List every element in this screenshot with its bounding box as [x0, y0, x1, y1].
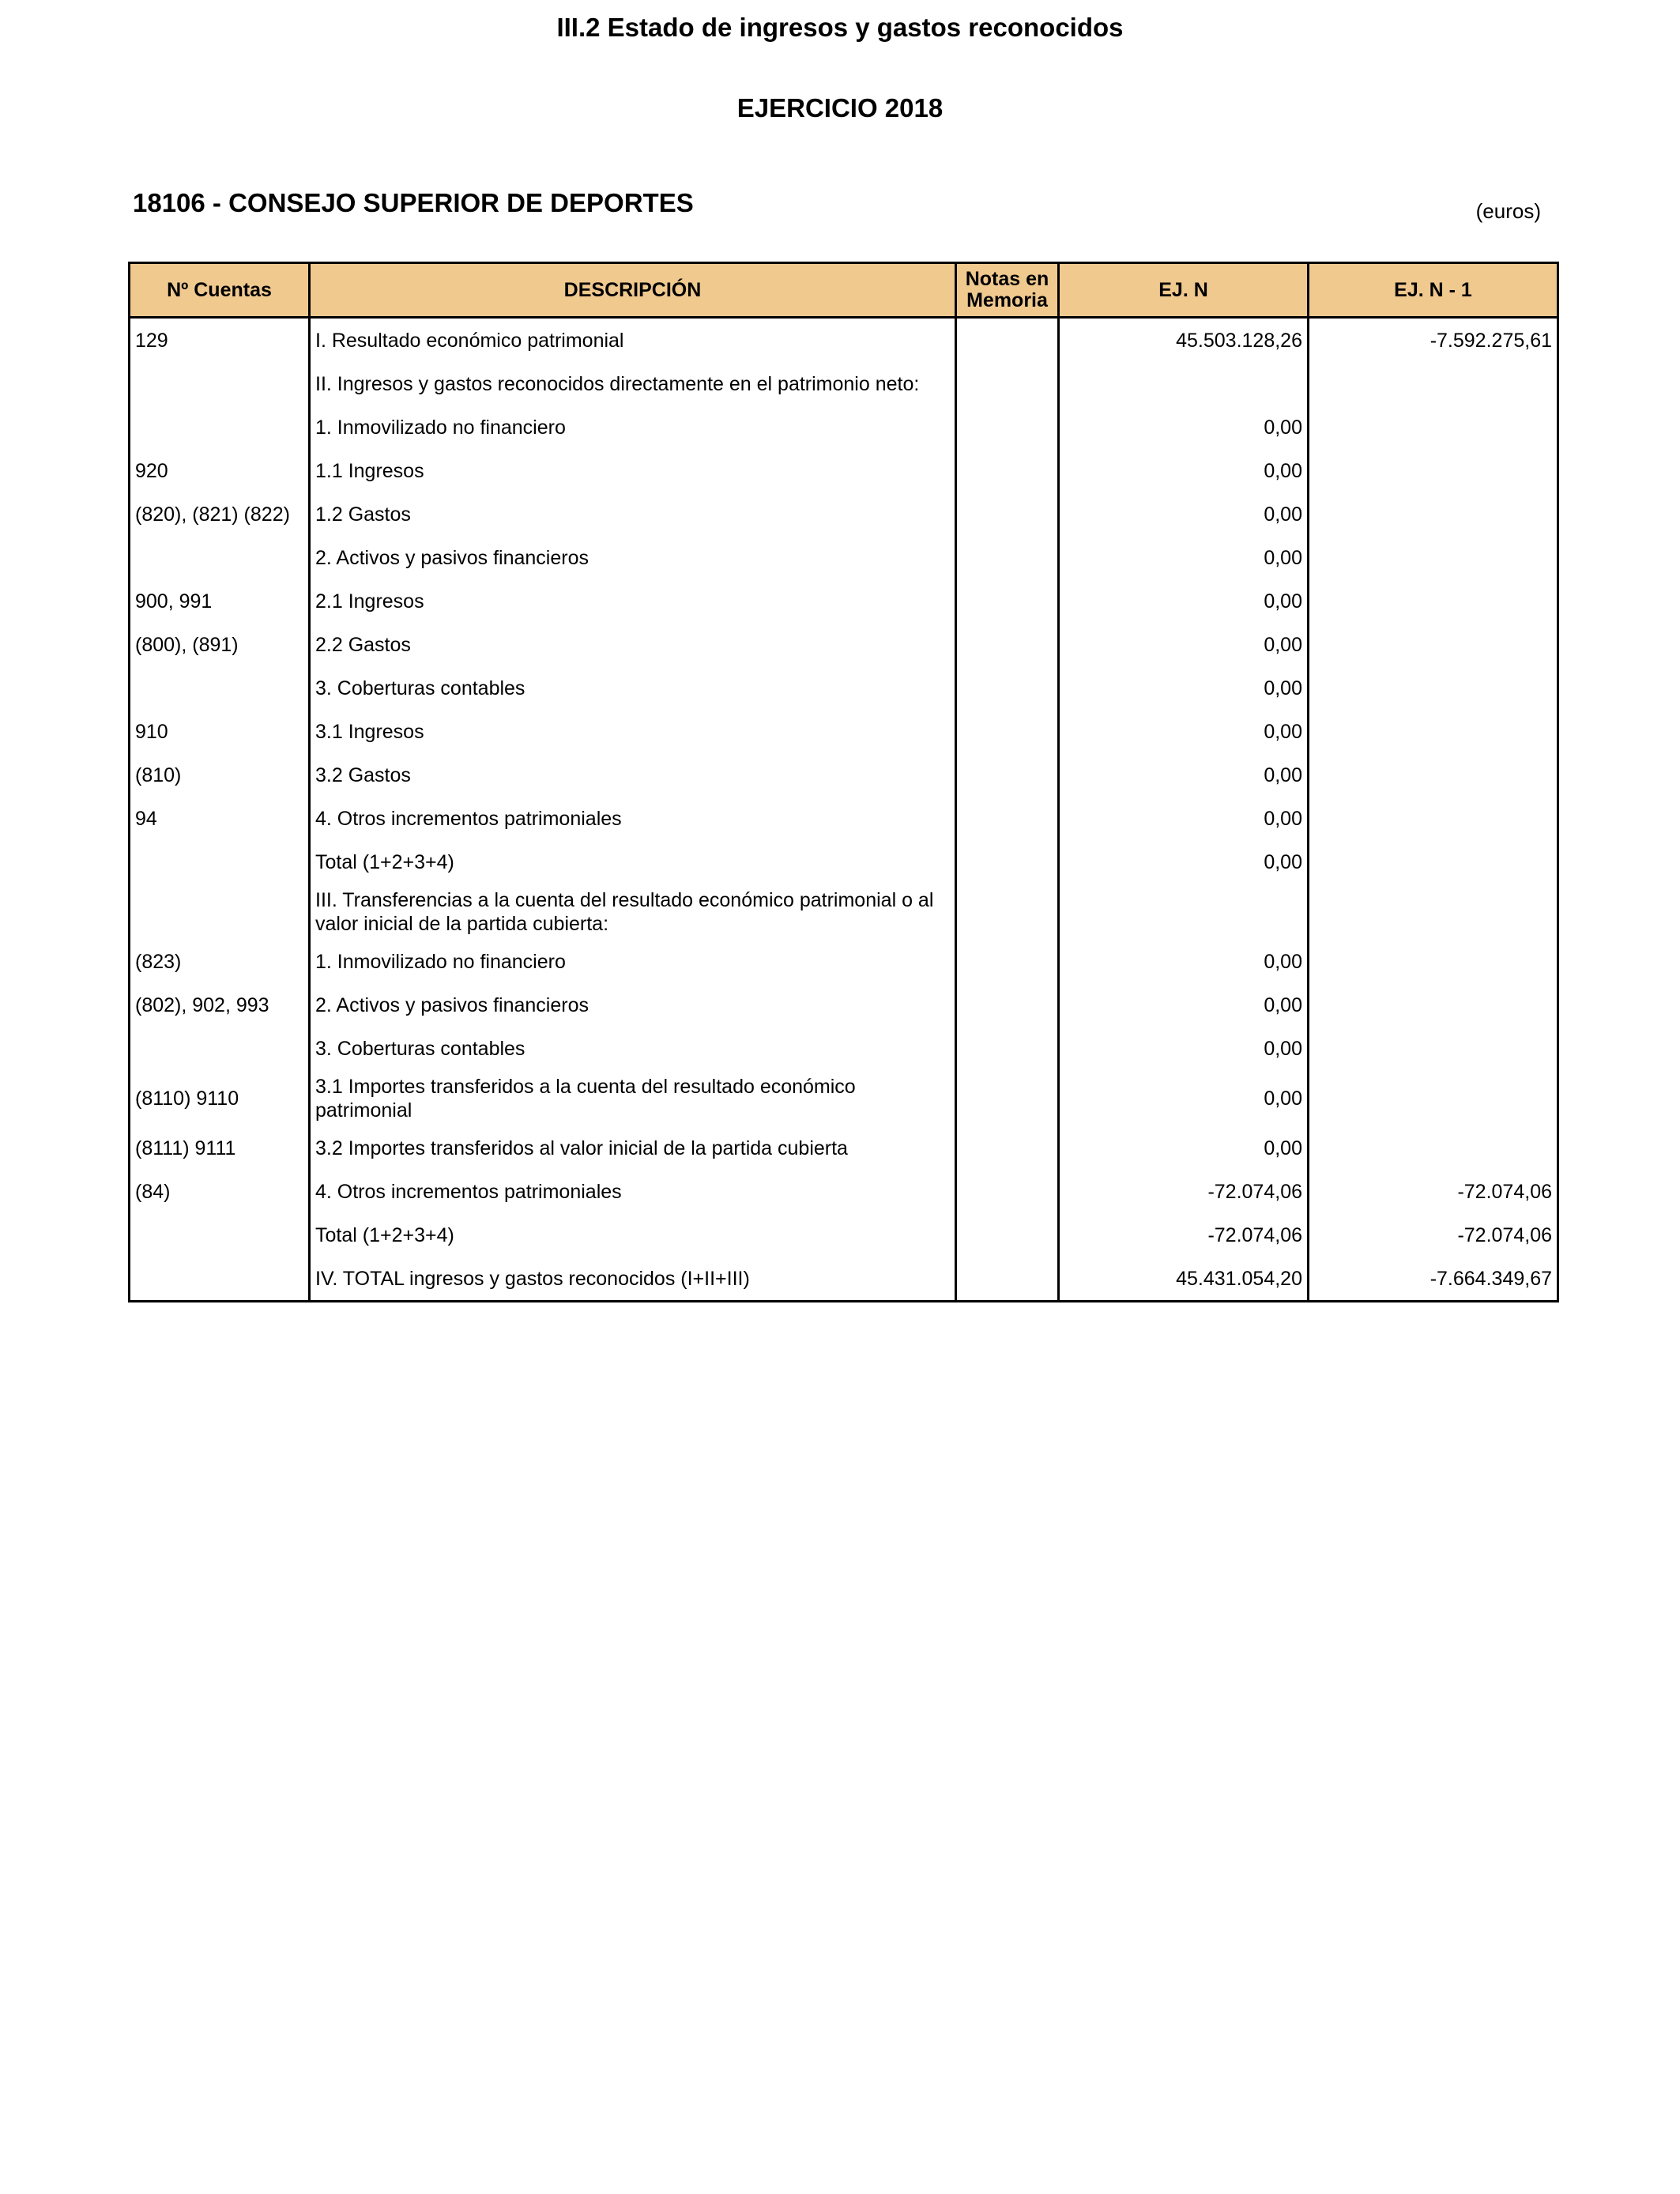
cell-year-n: 0,00: [1059, 710, 1309, 753]
cell-accounts: (810): [130, 753, 310, 797]
cell-description: III. Transferencias a la cuenta del resultado económico patrimonial o al valor inicial de la partida cubierta:: [310, 884, 956, 940]
header-description: DESCRIPCIÓN: [310, 263, 956, 318]
cell-year-n1: [1309, 1070, 1558, 1126]
cell-notes: [956, 1126, 1059, 1170]
cell-description: Total (1+2+3+4): [310, 1213, 956, 1257]
cell-year-n: 0,00: [1059, 449, 1309, 492]
cell-year-n1: [1309, 362, 1558, 405]
cell-year-n: 0,00: [1059, 797, 1309, 840]
table-row: [130, 623, 1558, 666]
table-row: [130, 1170, 1558, 1213]
table-body: [130, 318, 1558, 1302]
cell-year-n: -72.074,06: [1059, 1170, 1309, 1213]
table-row: [130, 405, 1558, 449]
cell-description: 3.1 Ingresos: [310, 710, 956, 753]
cell-accounts: (8111) 9111: [130, 1126, 310, 1170]
cell-description: 3.1 Importes transferidos a la cuenta del resultado económico patrimonial: [310, 1070, 956, 1126]
cell-year-n1: [1309, 449, 1558, 492]
header-year-n1: EJ. N - 1: [1309, 263, 1558, 318]
cell-accounts: 900, 991: [130, 579, 310, 623]
table-row: [130, 536, 1558, 579]
exercise-year: EJERCICIO 2018: [736, 93, 944, 123]
cell-year-n1: -7.592.275,61: [1309, 318, 1558, 363]
cell-year-n: 0,00: [1059, 536, 1309, 579]
table-row: [130, 940, 1558, 983]
cell-description: 1.2 Gastos: [310, 492, 956, 536]
cell-notes: [956, 405, 1059, 449]
cell-year-n1: [1309, 983, 1558, 1027]
cell-accounts: [130, 536, 310, 579]
cell-year-n: 0,00: [1059, 753, 1309, 797]
cell-notes: [956, 1070, 1059, 1126]
table-row: [130, 1213, 1558, 1257]
cell-accounts: [130, 1257, 310, 1302]
cell-year-n1: [1309, 753, 1558, 797]
cell-year-n: 0,00: [1059, 1126, 1309, 1170]
cell-description: 3.2 Gastos: [310, 753, 956, 797]
cell-accounts: [130, 666, 310, 710]
cell-accounts: (820), (821) (822): [130, 492, 310, 536]
table-row: [130, 318, 1558, 363]
cell-accounts: (800), (891): [130, 623, 310, 666]
table-row: [130, 1257, 1558, 1302]
cell-notes: [956, 1213, 1059, 1257]
table-row: [130, 449, 1558, 492]
cell-year-n: 0,00: [1059, 579, 1309, 623]
cell-notes: [956, 840, 1059, 884]
cell-accounts: [130, 840, 310, 884]
cell-notes: [956, 362, 1059, 405]
cell-year-n1: [1309, 884, 1558, 940]
cell-notes: [956, 666, 1059, 710]
page-title: III.2 Estado de ingresos y gastos reconocidos: [556, 13, 1124, 42]
cell-description: 3.2 Importes transferidos al valor inicial de la partida cubierta: [310, 1126, 956, 1170]
cell-accounts: [130, 405, 310, 449]
table-row: [130, 362, 1558, 405]
cell-description: 4. Otros incrementos patrimoniales: [310, 1170, 956, 1213]
cell-description: 1. Inmovilizado no financiero: [310, 405, 956, 449]
table-row: [130, 1027, 1558, 1070]
cell-accounts: (84): [130, 1170, 310, 1213]
cell-description: Total (1+2+3+4): [310, 840, 956, 884]
cell-year-n1: [1309, 623, 1558, 666]
table-row: [130, 753, 1558, 797]
cell-year-n1: [1309, 405, 1558, 449]
cell-accounts: (823): [130, 940, 310, 983]
table-row: [130, 840, 1558, 884]
table-row: [130, 579, 1558, 623]
cell-accounts: 910: [130, 710, 310, 753]
cell-description: II. Ingresos y gastos reconocidos directamente en el patrimonio neto:: [310, 362, 956, 405]
cell-accounts: 129: [130, 318, 310, 363]
cell-accounts: 94: [130, 797, 310, 840]
cell-description: IV. TOTAL ingresos y gastos reconocidos (I+II+III): [310, 1257, 956, 1302]
header-notes-line1: Notas en: [965, 268, 1049, 290]
table-row: [130, 492, 1558, 536]
cell-year-n: 0,00: [1059, 840, 1309, 884]
cell-notes: [956, 449, 1059, 492]
cell-description: 3. Coberturas contables: [310, 1027, 956, 1070]
cell-accounts: (8110) 9110: [130, 1070, 310, 1126]
cell-description: 2.2 Gastos: [310, 623, 956, 666]
cell-description: 4. Otros incrementos patrimoniales: [310, 797, 956, 840]
cell-year-n: 0,00: [1059, 492, 1309, 536]
cell-year-n1: [1309, 1027, 1558, 1070]
cell-year-n: [1059, 362, 1309, 405]
table-row: [130, 1070, 1558, 1126]
cell-accounts: [130, 1213, 310, 1257]
cell-description: 2. Activos y pasivos financieros: [310, 983, 956, 1027]
cell-description: 2.1 Ingresos: [310, 579, 956, 623]
cell-accounts: 920: [130, 449, 310, 492]
header-accounts: Nº Cuentas: [130, 263, 310, 318]
cell-year-n1: -7.664.349,67: [1309, 1257, 1558, 1302]
cell-year-n1: [1309, 579, 1558, 623]
cell-notes: [956, 983, 1059, 1027]
entity-name: 18106 - CONSEJO SUPERIOR DE DEPORTES: [133, 188, 694, 217]
table-row: [130, 666, 1558, 710]
cell-notes: [956, 579, 1059, 623]
header-notes: [956, 263, 1059, 318]
cell-year-n: 45.503.128,26: [1059, 318, 1309, 363]
cell-notes: [956, 1027, 1059, 1070]
header-notes-line2: Memoria: [966, 289, 1048, 311]
cell-accounts: (802), 902, 993: [130, 983, 310, 1027]
cell-notes: [956, 492, 1059, 536]
cell-year-n1: -72.074,06: [1309, 1213, 1558, 1257]
cell-notes: [956, 318, 1059, 363]
cell-notes: [956, 536, 1059, 579]
cell-year-n1: [1309, 840, 1558, 884]
cell-description: 3. Coberturas contables: [310, 666, 956, 710]
cell-description: 1. Inmovilizado no financiero: [310, 940, 956, 983]
cell-notes: [956, 623, 1059, 666]
table-row: [130, 710, 1558, 753]
cell-year-n1: [1309, 536, 1558, 579]
cell-year-n: 0,00: [1059, 405, 1309, 449]
cell-year-n: 0,00: [1059, 623, 1309, 666]
cell-year-n: 0,00: [1059, 666, 1309, 710]
cell-notes: [956, 1170, 1059, 1213]
cell-year-n1: -72.074,06: [1309, 1170, 1558, 1213]
cell-year-n1: [1309, 666, 1558, 710]
cell-year-n: -72.074,06: [1059, 1213, 1309, 1257]
cell-notes: [956, 710, 1059, 753]
cell-year-n: 45.431.054,20: [1059, 1257, 1309, 1302]
cell-year-n1: [1309, 1126, 1558, 1170]
table-row: [130, 1126, 1558, 1170]
cell-description: 1.1 Ingresos: [310, 449, 956, 492]
cell-notes: [956, 940, 1059, 983]
cell-accounts: [130, 1027, 310, 1070]
cell-year-n1: [1309, 492, 1558, 536]
table-header-row: [130, 263, 1558, 318]
cell-year-n1: [1309, 940, 1558, 983]
cell-year-n: 0,00: [1059, 1027, 1309, 1070]
cell-year-n1: [1309, 797, 1558, 840]
currency-unit: (euros): [1475, 199, 1541, 223]
cell-accounts: [130, 362, 310, 405]
header-year-n: EJ. N: [1059, 263, 1309, 318]
cell-year-n: 0,00: [1059, 983, 1309, 1027]
cell-year-n: [1059, 884, 1309, 940]
cell-year-n: 0,00: [1059, 1070, 1309, 1126]
cell-year-n1: [1309, 710, 1558, 753]
table-row: [130, 884, 1558, 940]
cell-description: I. Resultado económico patrimonial: [310, 318, 956, 363]
cell-notes: [956, 797, 1059, 840]
cell-description: 2. Activos y pasivos financieros: [310, 536, 956, 579]
cell-year-n: 0,00: [1059, 940, 1309, 983]
cell-accounts: [130, 884, 310, 940]
income-expense-table: [128, 262, 1559, 1302]
cell-notes: [956, 1257, 1059, 1302]
cell-notes: [956, 753, 1059, 797]
cell-notes: [956, 884, 1059, 940]
table-row: [130, 797, 1558, 840]
table-row: [130, 983, 1558, 1027]
